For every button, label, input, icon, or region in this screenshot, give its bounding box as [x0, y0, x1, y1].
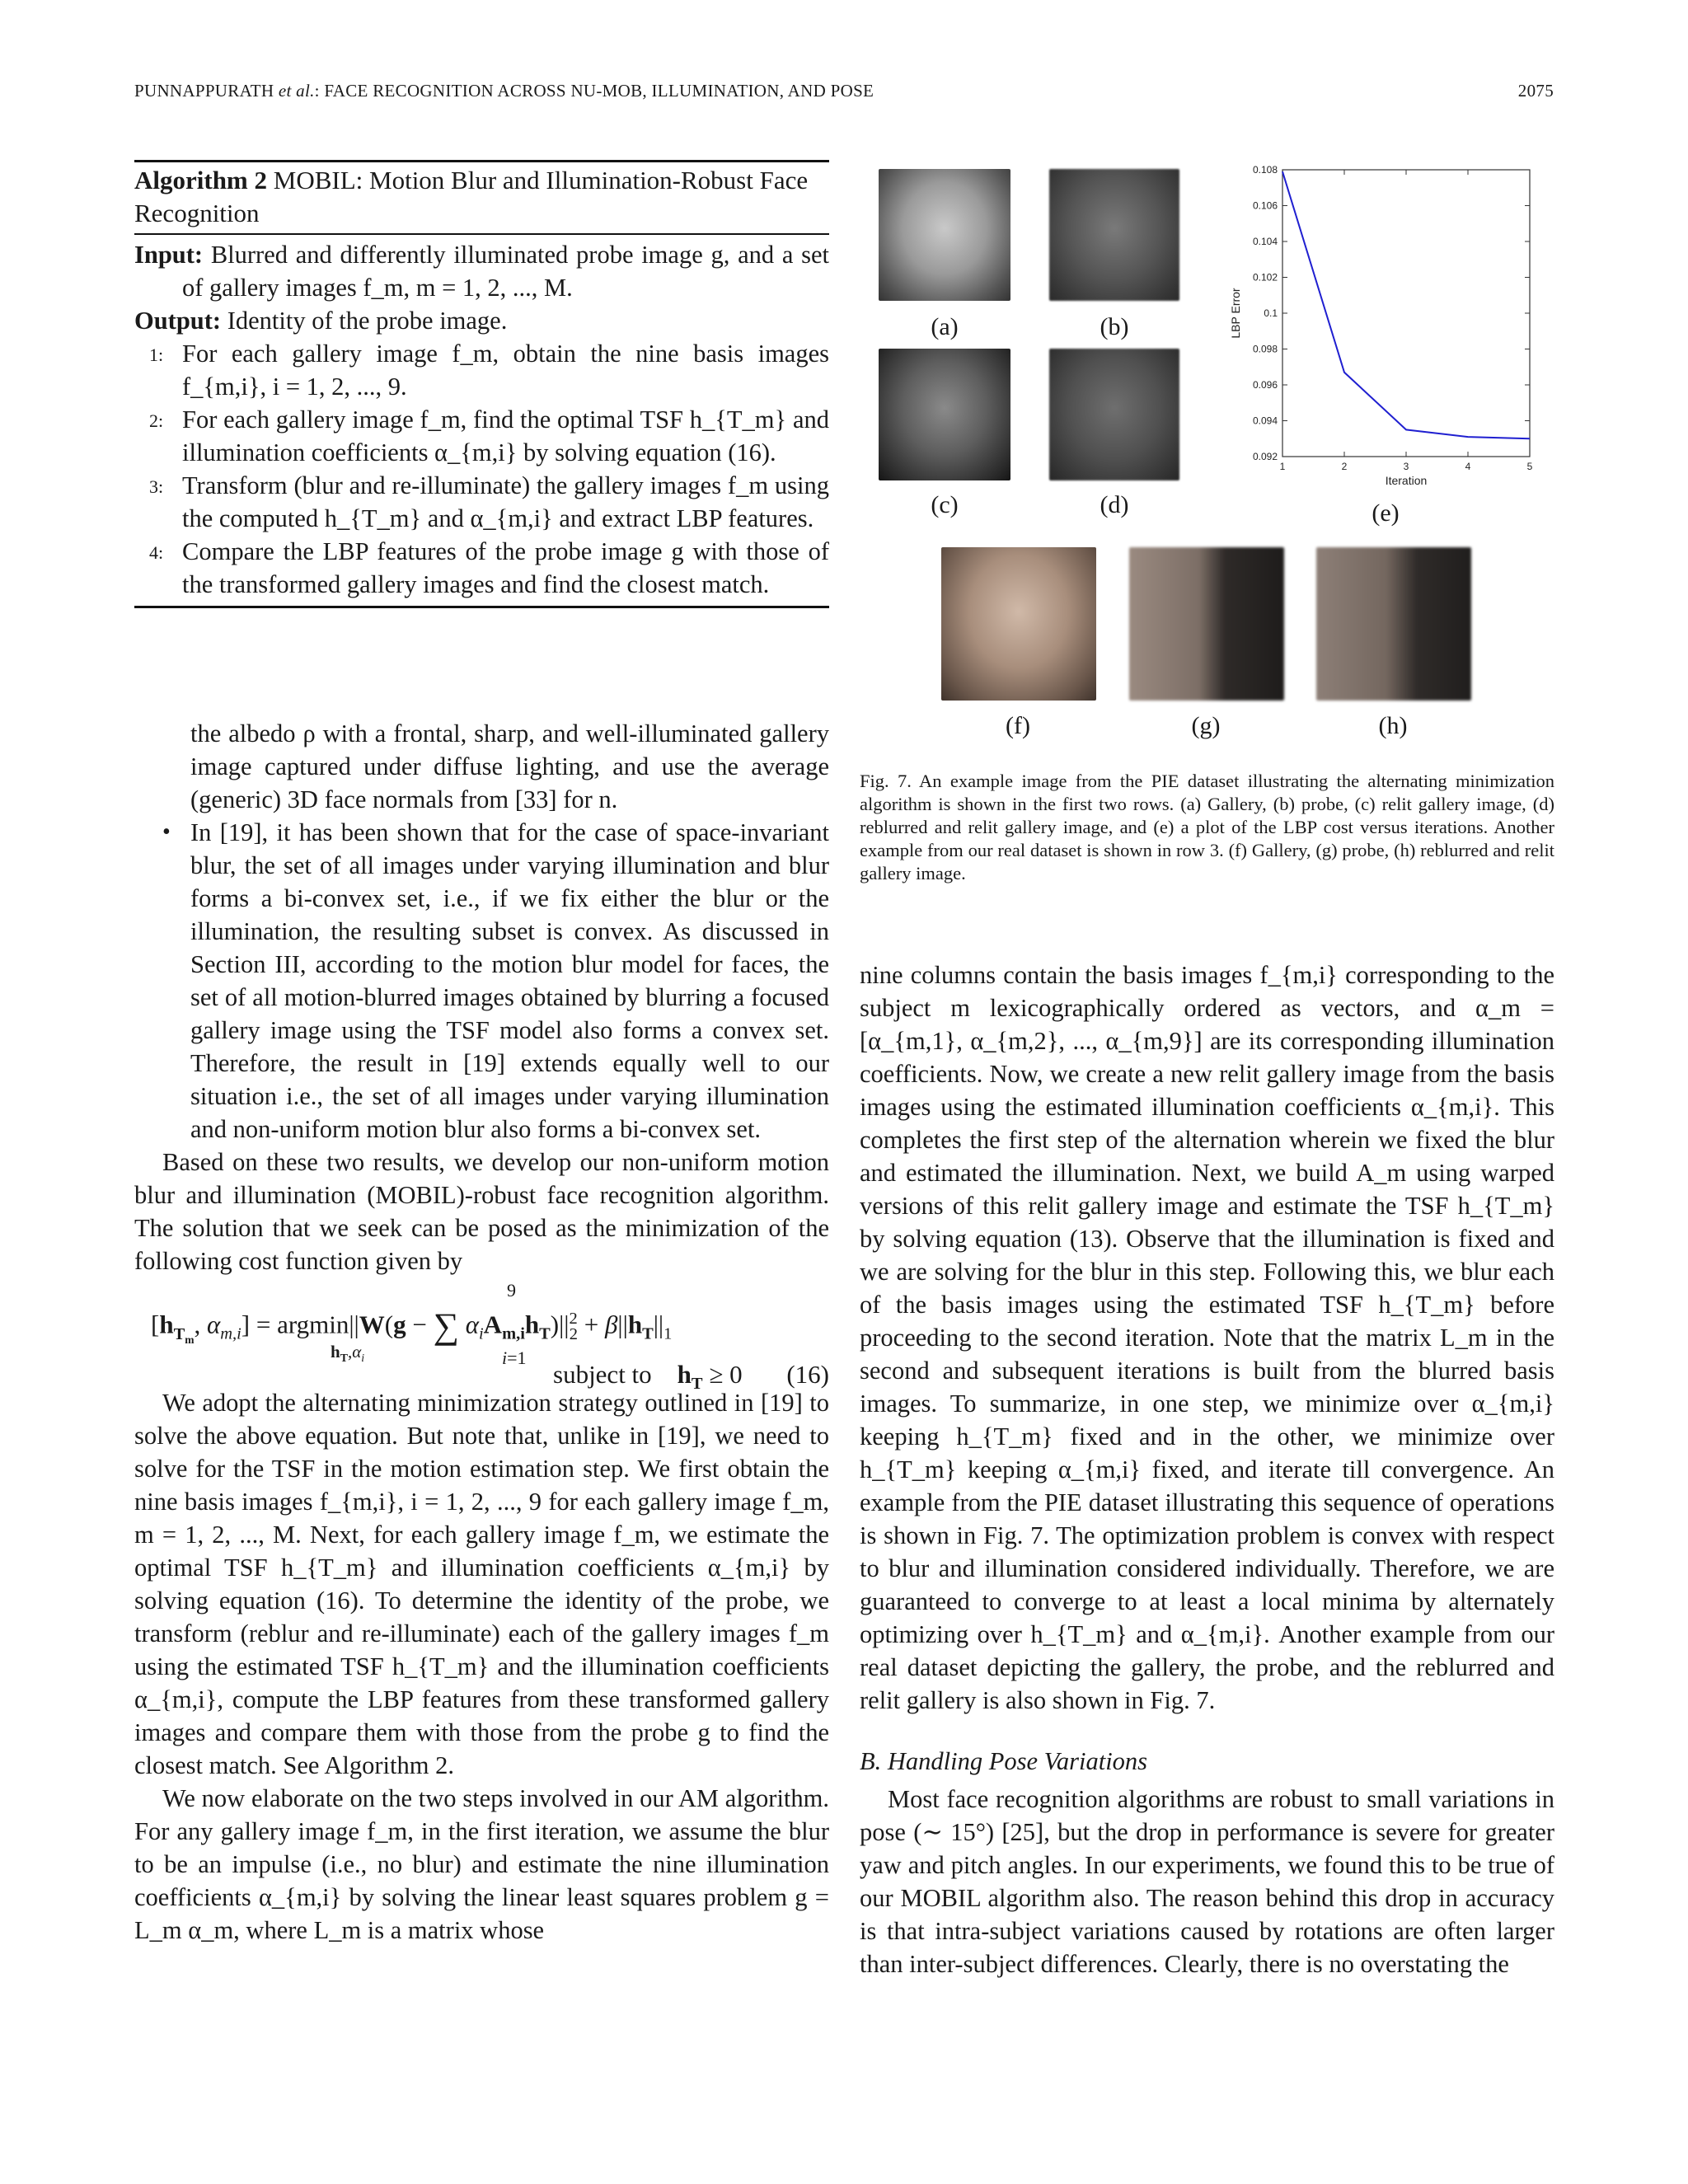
equation-number: (16) [786, 1360, 829, 1389]
y-tick-label: 0.092 [1252, 451, 1278, 462]
left-column [134, 717, 829, 1947]
page-number: 2075 [1517, 81, 1554, 101]
series-line [1282, 171, 1530, 438]
face-image-f [941, 547, 1096, 701]
paragraph: We now elaborate on the two steps involved in our AM algorithm. For any gallery image f_m, in the first iteration, we assume the blur to be an impulse (i.e., no blur) and estimate the nine illumination coefficients α_{m,i} by solving the linear least squares problem g = L_m α_m, where L_m is a matrix whose [134, 1784, 829, 1944]
face-image-c [879, 349, 1010, 480]
x-tick-label: 2 [1341, 461, 1348, 472]
algorithm-step: 1: For each gallery image f_m, obtain the nine basis images f_{m,i}, i = 1, 2, ..., 9. [149, 340, 829, 401]
algorithm-input: Input: Blurred and differently illuminated probe image g, and a set of gallery images f_m, m = 1, 2, ..., M. [134, 241, 829, 302]
running-header [134, 81, 1554, 107]
running-title: PUNNAPPURATH et al.: FACE RECOGNITION ACROSS NU-MOB, ILLUMINATION, AND POSE [134, 81, 874, 101]
paragraph: nine columns contain the basis images f_{m,i} corresponding to the subject m lexicographically ordered as vectors, and α_m = [α_{m,1}, α_{m,2}, ..., α_{m,9}] are its corresponding illumination coefficients. Now, we create a new relit gallery image from the basis images using the estimated illumination coefficients α_{m,i}. This completes the first step of the alternation wherein we fixed the blur and estimated the illumination. Next, we build A_m using warped versions of this relit gallery image and estimate the TSF h_{T_m} by solving equation (13). Observe that the illumination is fixed and we are solving for the blur in this step. Following this, we blur each of the basis images using the estimated TSF h_{T_m} before proceeding to the second iteration. Note that the matrix L_m in the second and subsequent iterations is built from the blurred basis images. To summarize, in one step, we minimize over α_{m,i} keeping h_{T_m} fixed and in the other, we minimize over h_{T_m} keeping α_{m,i} fixed, and iterate till convergence. An example from the PIE dataset illustrating this sequence of operations is shown in Fig. 7. The optimization problem is convex with respect to blur and illumination considered individually. Therefore, we are guaranteed to converge to at least a local minima by alternately optimizing over h_{T_m} and α_{m,i}. Another example from our real dataset depicting the gallery, the probe, and the reblurred and relit gallery is also shown in Fig. 7. [860, 961, 1554, 1714]
y-tick-label: 0.1 [1264, 307, 1278, 319]
equation-subject-to: subject to [553, 1360, 652, 1389]
y-tick-label: 0.098 [1252, 343, 1278, 355]
face-image-d [1049, 349, 1179, 480]
paragraph: We adopt the alternating minimization strategy outlined in [19] to solve the above equation. But note that, unlike in [19], we need to solve for the TSF in the motion estimation step. We first obtain the nine basis images f_{m,i}, i = 1, 2, ..., 9 for each gallery image f_m, m = 1, 2, ..., M. Next, for each gallery image f_m, we estimate the optimal TSF h_{T_m} and illumination coefficients α_{m,i} by solving equation (16). To determine the identity of the probe, we transform (reblur and re-illuminate) each of the gallery images f_m using the estimated TSF h_{T_m} and the illumination coefficients α_{m,i}, compute the LBP features from these transformed gallery images and compare them with those from the probe g to find the closest match. See Algorithm 2. [134, 1389, 829, 1779]
algorithm-output: Output: Identity of the probe image. [134, 307, 508, 335]
x-tick-label: 3 [1403, 461, 1409, 472]
y-tick-label: 0.104 [1252, 236, 1278, 247]
y-tick-label: 0.108 [1252, 164, 1278, 176]
algorithm-box [134, 160, 829, 608]
section-heading: B. Handling Pose Variations [860, 1747, 1148, 1775]
face-image-b [1049, 169, 1179, 301]
algorithm-title: Algorithm 2 MOBIL: Motion Blur and Illumination-Robust Face Recognition [134, 166, 809, 227]
y-tick-label: 0.096 [1252, 379, 1278, 391]
face-image-h [1316, 547, 1471, 701]
x-tick-label: 4 [1465, 461, 1471, 472]
bullet-icon: • [162, 819, 171, 845]
label-b: (b) [1100, 313, 1129, 340]
label-h: (h) [1378, 712, 1408, 739]
algorithm-step: 2: For each gallery image f_m, find the optimal TSF h_{T_m} and illumination coefficients α_{m,i} by solving equation (16). [149, 405, 829, 466]
label-c: (c) [931, 491, 959, 518]
algorithm-step: 4: Compare the LBP features of the probe image g with those of the transformed gallery images and find the closest match. [149, 537, 829, 598]
bullet-item: • In [19], it has been shown that for the case of space-invariant blur, the set of all images under varying illumination and blur forms a bi-convex set, i.e., if we fix either the blur or the illumination, the resulting subset is convex. As discussed in Section III, according to the motion blur model for faces, the set of all motion-blurred images obtained by blurring a focused gallery image using the TSF model also forms a convex set. Therefore, the result in [19] extends equally well to our situation i.e., the set of all images under varying illumination and non-uniform motion blur also forms a bi-convex set. [134, 816, 829, 1146]
label-d: (d) [1100, 491, 1129, 518]
x-tick-label: 1 [1279, 461, 1286, 472]
algorithm-step: 3: Transform (blur and re-illuminate) the gallery images f_m using the computed h_{T_m} and α_{m,i} and extract LBP features. [149, 471, 829, 532]
bullet-continuation: the albedo ρ with a frontal, sharp, and well-illuminated gallery image captured under diffuse lighting, and use the average (generic) 3D face normals from [33] for n. [190, 719, 829, 813]
label-e: (e) [1372, 499, 1400, 527]
x-axis-label: Iteration [1385, 474, 1428, 487]
y-tick-label: 0.094 [1252, 415, 1278, 427]
label-g: (g) [1191, 712, 1221, 739]
figure-caption: Fig. 7. An example image from the PIE dataset illustrating the alternating minimization algorithm is shown in the first two rows. (a) Gallery, (b) probe, (c) relit gallery image, (d) reblurred and relit gallery image, and (e) a plot of the LBP cost versus iterations. Another example from our real dataset is shown in row 3. (f) Gallery, (g) probe, (h) reblurred and relit gallery image. [860, 771, 1554, 883]
label-a: (a) [931, 313, 959, 340]
face-image-a [879, 169, 1010, 301]
lbp-error-chart [1228, 157, 1541, 503]
x-tick-label: 5 [1526, 461, 1533, 472]
right-column [860, 958, 1554, 1980]
plot-frame [1282, 170, 1530, 457]
paragraph: Most face recognition algorithms are robust to small variations in pose (∼ 15°) [25], but the drop in performance is severe for greater yaw and pitch angles. In our experiments, we found this to be true of our MOBIL algorithm also. The reason behind this drop in accuracy is that intra-subject variations caused by rotations are often larger than inter-subject differences. Clearly, there is no overstating the [860, 1785, 1554, 1978]
y-axis-label: LBP Error [1229, 288, 1242, 339]
equation-16: [$h_{T_m}$, $\alpha_{m,i}] = argmin||W(g$ − ∑ $\alpha_iA_{m,i}h_T)||^2_2 + \beta||h_T||_1$ 9 i=1 $h_T,\alpha_i$ subject to $h_T \ge 0$ (16) [151, 1280, 829, 1394]
y-tick-label: 0.106 [1252, 199, 1278, 212]
label-f: (f) [1006, 712, 1030, 739]
y-tick-label: 0.102 [1252, 271, 1278, 284]
paragraph: Based on these two results, we develop our non-uniform motion blur and illumination (MOBIL)-robust face recognition algorithm. The solution that we seek can be posed as the minimization of the following cost function given by [134, 1148, 829, 1275]
face-image-g [1129, 547, 1284, 701]
